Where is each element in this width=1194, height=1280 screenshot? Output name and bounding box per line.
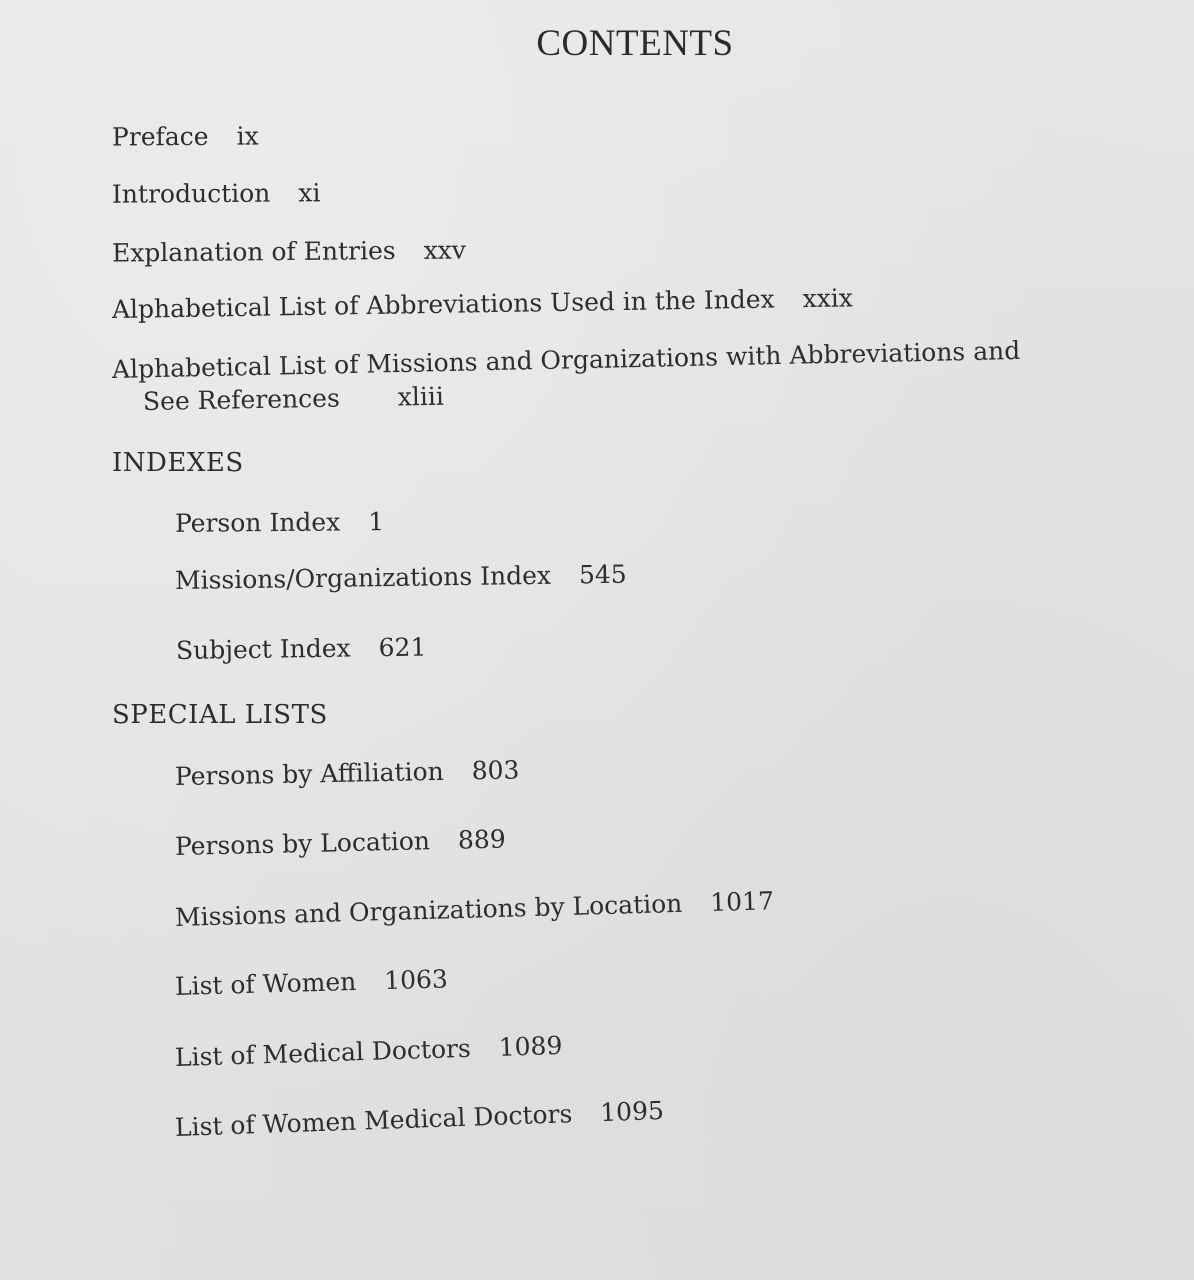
page-title: CONTENTS <box>536 23 734 64</box>
toc-entry-page: 1095 <box>599 1095 665 1128</box>
toc-entry-list-of-medical-doctors <box>175 1031 563 1072</box>
toc-entry-label: Alphabetical List of Missions and Organizations with Abbreviations and <box>111 335 1021 384</box>
toc-entry-list-of-women-medical-doctors <box>174 1096 664 1142</box>
toc-entry-label: Explanation of Entries <box>111 236 396 268</box>
toc-entry-missions-organizations-list <box>112 336 1021 384</box>
toc-entry-label: List of Women Medical Doctors <box>174 1099 573 1142</box>
toc-entry-page: 803 <box>471 755 520 786</box>
toc-entry-page: xxix <box>802 283 854 314</box>
toc-entry-page: 621 <box>378 632 427 663</box>
toc-entry-explanation-of-entries <box>112 235 466 267</box>
toc-entry-label: Missions and Organizations by Location <box>174 888 683 932</box>
toc-entry-label: List of Women <box>174 966 357 1001</box>
toc-entry-page: xxv <box>423 235 467 265</box>
toc-entry-persons-by-location <box>175 824 506 860</box>
toc-entry-page: ix <box>236 121 259 151</box>
toc-entry-persons-by-affiliation <box>175 755 520 791</box>
toc-entry-page: xliii <box>397 381 445 412</box>
toc-entry-abbreviations <box>112 283 853 324</box>
toc-entry-introduction <box>112 178 321 208</box>
toc-entry-label: Persons by Location <box>174 826 431 861</box>
toc-entry-page: xi <box>298 178 321 208</box>
toc-entry-missions-organizations-by-location <box>175 886 775 932</box>
toc-entry-page: 1089 <box>498 1030 563 1062</box>
toc-entry-missions-organizations-list-cont <box>143 382 444 416</box>
toc-entry-label: Missions/Organizations Index <box>174 560 552 595</box>
toc-entry-page: 545 <box>578 559 627 590</box>
toc-entry-preface <box>112 121 259 151</box>
section-heading-indexes: INDEXES <box>112 448 244 478</box>
toc-entry-page: 889 <box>457 824 506 855</box>
toc-entry-person-index <box>175 507 384 538</box>
toc-entry-label: Persons by Affiliation <box>174 756 444 791</box>
toc-entry-page: 1063 <box>383 964 449 996</box>
toc-entry-page: 1017 <box>709 886 775 918</box>
toc-entry-label: Person Index <box>174 507 341 538</box>
toc-entry-missions-organizations-index <box>175 560 627 595</box>
toc-entry-subject-index <box>176 633 427 665</box>
toc-entry-label: Preface <box>111 121 209 152</box>
toc-entry-label: Introduction <box>111 178 271 209</box>
toc-entry-label: List of Medical Doctors <box>174 1033 472 1072</box>
section-heading-special-lists: SPECIAL LISTS <box>112 700 328 730</box>
toc-entry-list-of-women <box>175 964 449 1001</box>
toc-entry-label: Subject Index <box>175 633 351 665</box>
toc-entry-label: Alphabetical List of Abbreviations Used in the Index <box>111 284 775 324</box>
toc-entry-page: 1 <box>368 507 385 537</box>
toc-entry-label: See References <box>142 383 341 416</box>
